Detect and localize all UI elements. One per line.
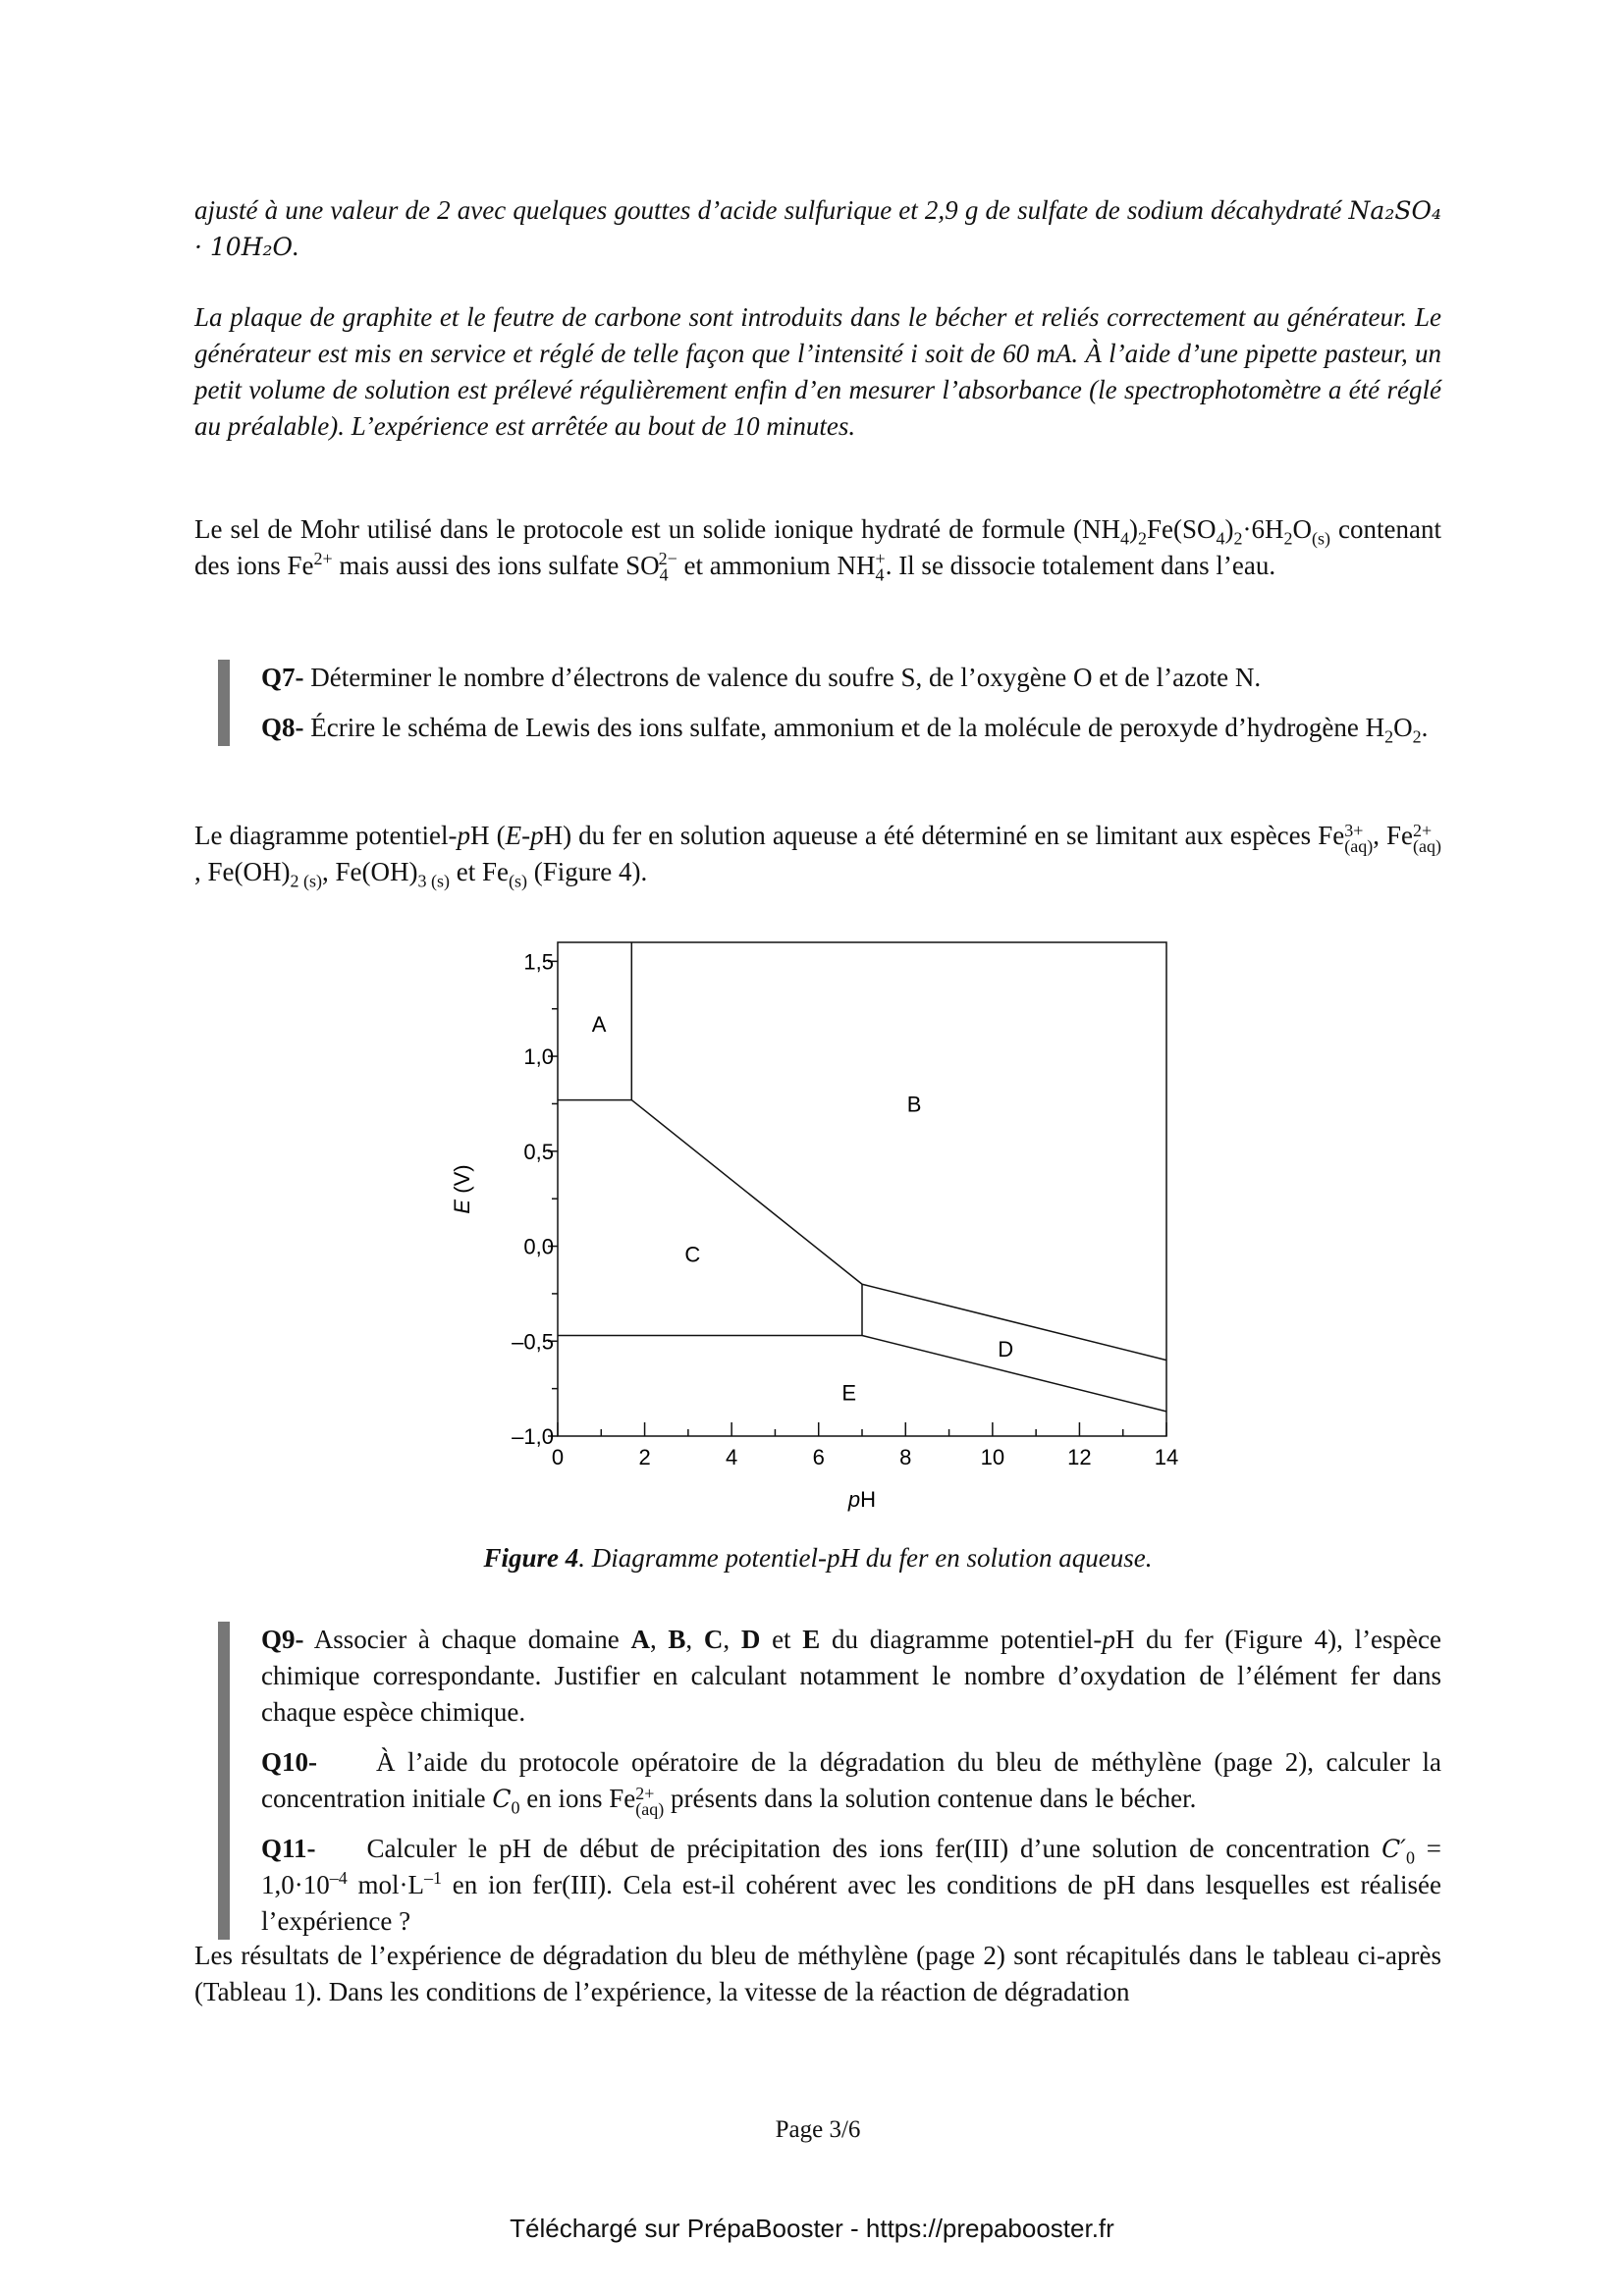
y-tick-label: 1,0 [523,1044,554,1070]
question-q8: Q8- Écrire le schéma de Lewis des ions sulfate, ammonium et de la molécule de peroxyde d’hydrogène $H_2O_2$. [261,713,1429,747]
x-tick-label: 6 [812,1445,825,1469]
closing-paragraph: Les résultats de l’expérience de dégradation du bleu de méthylène (page 2) sont récapitulés dans le tableau ci-après (Tableau 1). Dans les conditions de l’expérience, la vitesse de la réaction de dégradation [194,1941,1441,2006]
region-label-a: A [591,1012,607,1038]
y-tick-label: 0,5 [523,1139,554,1164]
domain-boundary [862,1284,1166,1360]
intro-paragraph-2: La plaque de graphite et le feutre de carbone sont introduits dans le bécher et reliés correctement au générateur. Le générateur est mis en service et réglé de telle façon que l’intensité i soit de 60 mA. À l’aide d’une pipette pasteur, un petit volume de solution est prélevé régulièrement enfin d’en mesurer l’absorbance (le spectrophotomètre a été réglé au préalable). L’expérience est arrêtée au bout de 10 minutes. [194,302,1441,441]
figure-caption: Figure 4. Diagramme potentiel-pH du fer en solution aqueuse. [483,1543,1153,1573]
domain-boundary [631,1100,862,1285]
x-axis-label: pH [847,1487,877,1512]
chart-region-labels [592,1012,1013,1405]
y-tick-label: 0,0 [523,1234,554,1259]
intro-paragraph-3: Le sel de Mohr utilisé dans le protocole est un solide ionique hydraté de formule $(NH_4)_2Fe(SO_4)_2\cdot 6H_2O_{(s)}$ contenant des ions $Fe^{2+}$ mais aussi des ions sulfate $SO_4^{2-}$ et ammonium $NH_4^+$. Il se dissocie totalement dans l’eau. [194,514,1441,585]
diagram-intro-paragraph: Le diagramme potentiel-pH (E-pH) du fer en solution aqueuse a été déterminé en se limitant aux espèces Fe 3+ (aq) , Fe 2+ (aq) , $Fe(OH)_{2 (s)}$, $Fe(OH)_{3 (s)}$ et $Fe_{(s)}$ (Figure 4). [194,820,1442,891]
intro-text-1: ajusté à une valeur de 2 avec quelques gouttes d’acide sulfurique et 2,9 g de sulfate de sodium décahydraté [194,195,1349,225]
region-label-b: B [906,1092,922,1117]
y-axis-label: E (V) [450,1164,474,1214]
x-tick-label: 0 [551,1445,565,1469]
domain-boundary [862,1335,1166,1411]
intro-paragraph-1: ajusté à une valeur de 2 avec quelques gouttes d’acide sulfurique et 2,9 g de sulfate de sodium décahydraté Na₂SO₄ · 10H₂O. [194,195,1441,261]
chart-boundaries [558,942,1166,1412]
page-number: Page 3/6 [775,2116,861,2143]
download-footer[interactable]: Téléchargé sur PrépaBooster - https://prepabooster.fr [510,2214,1114,2243]
region-label-c: C [684,1242,701,1267]
question-q9: Q9- Associer à chaque domaine A, B, C, D et E du diagramme potentiel-pH du fer (Figure 4), l’espèce chimique correspondante. Justifier en calculant notamment le nombre d’oxydation de l’élément fer dans chaque espèce chimique. [261,1625,1441,1727]
x-tick-label: 8 [899,1445,912,1469]
question-q10: Q10- À l’aide du protocole opératoire de la dégradation du bleu de méthylène (page 2), calculer la concentration initiale $C_0$ en ions Fe 2+ (aq) présents dans la solution contenue dans le bécher. [261,1747,1441,1819]
sodium-sulfate-formula: Na₂SO₄ · 10H₂O [194,196,1441,261]
questions-block-1 [218,660,1441,746]
region-label-e: E [841,1380,857,1406]
x-tick-label: 12 [1067,1445,1092,1469]
x-tick-label: 10 [980,1445,1005,1469]
y-tick-label: –1,0 [512,1424,554,1449]
potential-ph-diagram [440,928,1186,1517]
chart-axes [548,942,1166,1436]
question-q7: Q7- Déterminer le nombre d’électrons de valence du soufre S, de l’oxygène O et de l’azote N. [261,663,1262,692]
y-tick-label: –0,5 [512,1329,554,1355]
questions-block-2 [218,1622,1441,1940]
region-label-d: D [998,1337,1014,1362]
y-tick-label: 1,5 [523,949,554,975]
question-q11: Q11- Calculer le pH de début de précipitation des ions fer(III) d’une solution de concentration $C'_0 = 1,0\cdot 10^{-4}$ $mol\cdot L^{-1}$ en ion fer(III). Cela est-il cohérent avec les conditions de pH dans lesquelles est réalisée l’expérience ? [261,1834,1441,1936]
x-tick-label: 2 [638,1445,651,1469]
x-tick-label: 4 [726,1445,738,1469]
x-tick-label: 14 [1154,1445,1179,1469]
plot-frame [558,942,1166,1436]
